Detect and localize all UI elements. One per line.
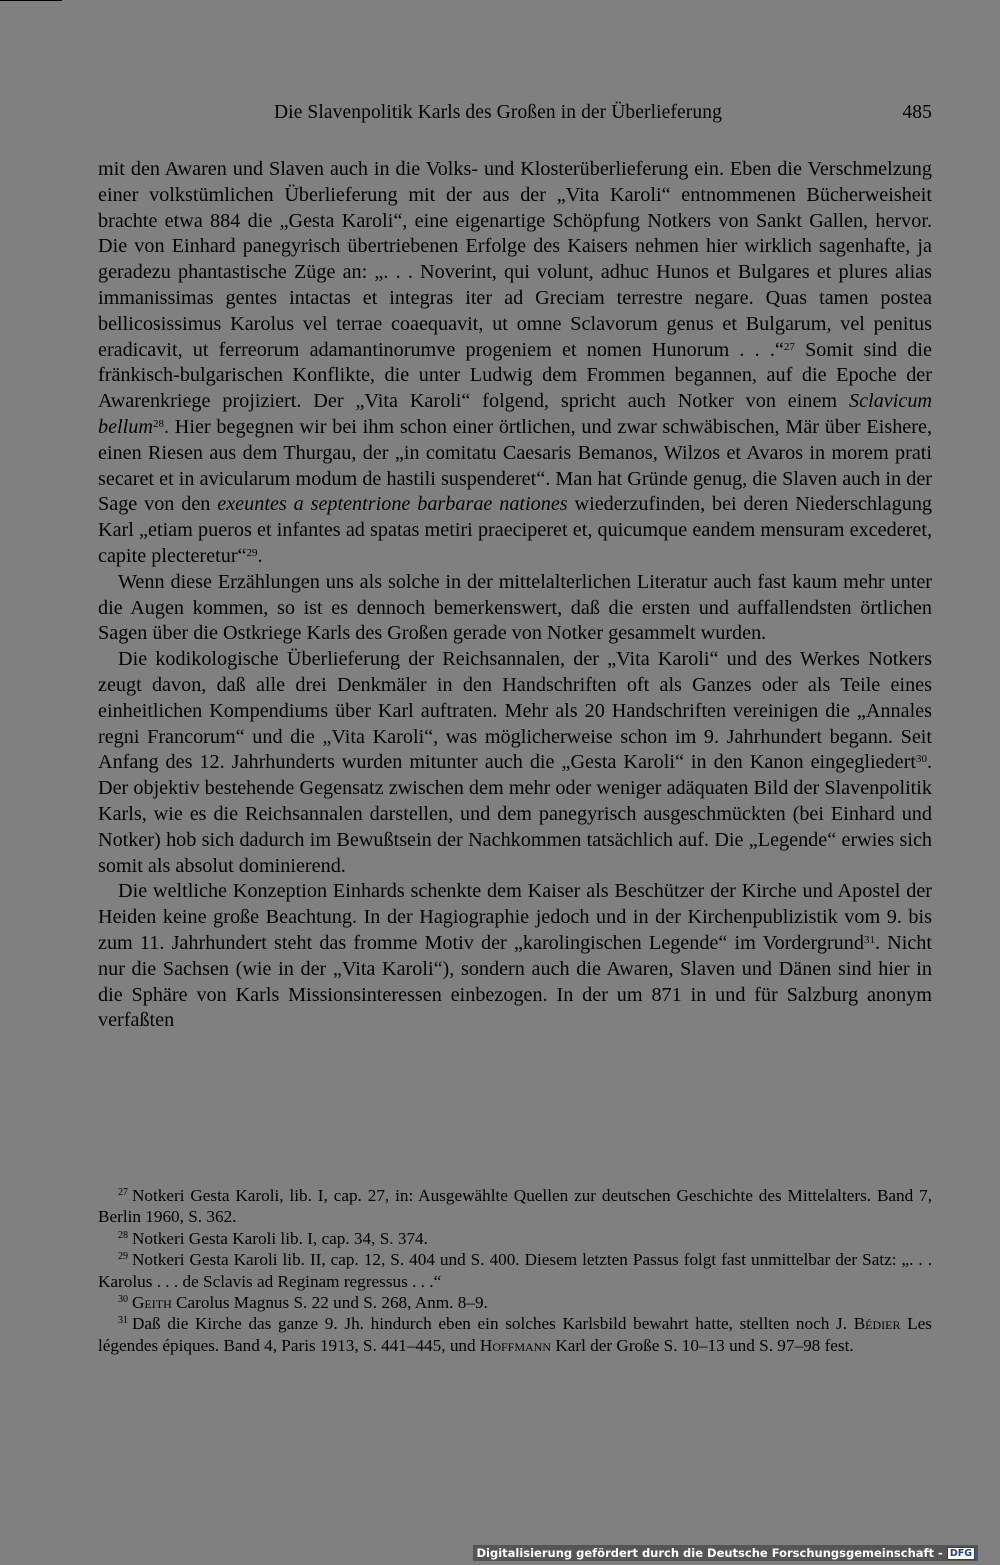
footnote-number: 31 <box>118 1315 128 1327</box>
author-name: Bédier <box>853 1314 901 1334</box>
footnote-text: Notkeri Gesta Karoli lib. II, cap. 12, S. 404 und S. 400. Diesem letzten Passus folgt fast unmittelbar der Satz: „. . . Karolus . . . de Sclavis ad Reginam regressus . . .“ <box>98 1250 932 1291</box>
author-name: Hoffmann <box>479 1335 552 1355</box>
running-head <box>98 102 932 130</box>
text-run: . Der objektiv bestehende Gegensatz zwischen dem mehr oder weniger adäquaten Bild der Slavenpolitik Karls, wie es die Reichsannalen darstellen, und dem panegyrisch ausgeschmückten (bei Einhard und Notker) hob sich dadurch im Bewußtsein der Nachkommen tatsächlich auf. Die „Legende“ erwies sich somit als absolut dominierend. <box>98 751 932 877</box>
running-title: Die Slavenpolitik Karls des Großen in der Überlieferung <box>274 102 722 123</box>
paragraph-3 <box>98 647 932 879</box>
text-run: mit den Awaren und Slaven auch in die Volks- und Klosterüberlieferung ein. Eben die Verschmelzung einer volkstümlichen Überlieferung mit der aus der „Vita Karoli“ entnommenen Bücherweisheit brachte etwa 884 die „Gesta Karoli“, eine eigenartige Schöpfung Notkers von Sankt Gallen, hervor. Die von Einhard panegyrisch übertriebenen Erfolge des Kaisers nehmen hier wirklich sagenhafte, ja geradezu phantastische Züge an: „. . . Noverint, qui volunt, adhuc Hunos et Bulgares et plures alias immanissimas gentes intactas et integras iter ad Greciam terrestre negare. Quas tamen postea bellicosissimus Karolus vel terrae coaequavit, ut omne Sclavorum genus et Bulgarum, vel penitus eradicavit, ut ferreorum adamantinorumve progeniem et nomen Hunorum . . .“ <box>98 158 932 361</box>
footnote-number: 30 <box>118 1294 128 1306</box>
digitization-footer <box>473 1545 978 1561</box>
text-run: Somit sind die fränkisch-bulgarischen Konflikte, die unter Ludwig dem Frommen begannen, auf die Epoche der Awarenkriege projiziert. Der „Vita Karoli“ folgend, spricht auch Notker von einem <box>98 338 932 413</box>
footnote-ref-29: 29 <box>246 546 258 559</box>
italic-term: Sclavicum bellum <box>98 390 932 438</box>
footnote-text: Notkeri Gesta Karoli lib. I, cap. 34, S. 374. <box>132 1228 428 1248</box>
text-run: . <box>257 544 263 567</box>
dfg-logo-icon: DFG <box>947 1547 975 1560</box>
footnote-31 <box>98 1313 932 1356</box>
paragraph-4 <box>98 879 932 1034</box>
main-text <box>98 157 932 1034</box>
footnote-text: Daß die Kirche das ganze 9. Jh. hindurch eben ein solches Karlsbild bewahrt hatte, stellten noch J. <box>132 1314 854 1334</box>
footnote-text: Karl der Große S. 10–13 und S. 97–98 fest. <box>551 1335 854 1355</box>
paragraph-1 <box>98 157 932 570</box>
text-run: . Nicht nur die Sachsen (wie in der „Vita Karoli“), sondern auch die Awaren, Slaven und Dänen sind hier in die Sphäre von Karls Missionsinteressen einbezogen. In der um 871 in und für Salzburg anonym verfaßten <box>98 931 932 1032</box>
footnote-number: 27 <box>118 1187 128 1198</box>
author-name: Geith <box>132 1293 172 1313</box>
footnote-28 <box>98 1228 932 1249</box>
footnote-ref-31: 31 <box>863 933 875 946</box>
text-run: . Hier begegnen wir bei ihm schon einer örtlichen, und zwar schwäbischen, Mär über Eishere, einen Riesen aus dem Thurgau, der „in comitatu Caesaris Bemanos, Wilzos et Avaros in morem prati secaret et in avicularum modum de hastili suspenderet“. Man hat Gründe genug, die Slaven auch in der Sage von den <box>98 415 932 516</box>
footnote-text: Les légendes épiques. Band 4, Paris 1913, S. 441–445, und <box>98 1314 932 1355</box>
footnote-29 <box>98 1249 932 1292</box>
footnote-text: Carolus Magnus S. 22 und S. 268, Anm. 8–9. <box>171 1293 488 1313</box>
scan-corner-mark <box>0 0 62 4</box>
footnote-30 <box>98 1292 932 1313</box>
footnote-ref-28: 28 <box>152 417 164 430</box>
paragraph-2: Wenn diese Erzählungen uns als solche in der mittelalterlichen Literatur auch fast kaum mehr unter die Augen kommen, so ist es dennoch bemerkenswert, daß die ersten und auffallendsten örtlichen Sagen über die Ostkriege Karls des Großen gerade von Notker gesammelt wurden. <box>98 570 932 645</box>
footnote-ref-27: 27 <box>783 340 795 353</box>
footnote-ref-30: 30 <box>915 753 927 766</box>
text-run: Die kodikologische Überlieferung der Reichsannalen, der „Vita Karoli“ und des Werkes Notkers zeugt davon, daß alle drei Denkmäler in den Handschriften oft als Ganzes oder als Teile eines einheitlichen Kompendiums über Karl auftraten. Mehr als 20 Handschriften vereinigen die „Annales regni Francorum“ und die „Vita Karoli“, was möglicherweise schon im 9. Jahrhundert begann. Seit Anfang des 12. Jahrhunderts wurden mitunter auch die „Gesta Karoli“ in den Kanon eingegliedert <box>98 648 932 774</box>
footnote-27 <box>98 1185 932 1228</box>
page-number: 485 <box>902 102 932 123</box>
footnote-number: 28 <box>118 1229 128 1241</box>
footnote-number: 29 <box>118 1251 128 1263</box>
footnotes <box>98 1185 932 1356</box>
italic-term: exeuntes a septentrione barbarae nationes <box>217 493 568 516</box>
text-run: wiederzufinden, bei deren Niederschlagung Karl „etiam pueros et infantes ad spatas metiri praeciperet et, quicumque eandem mensuram excederet, capite plecteretur“ <box>98 493 933 567</box>
footer-credit: Digitalisierung gefördert durch die Deutsche Forschungsgemeinschaft - <box>476 1546 943 1560</box>
footnote-text: Notkeri Gesta Karoli, lib. I, cap. 27, in: Ausgewählte Quellen zur deutschen Geschichte des Mittelalters. Band 7, Berlin 1960, S. 362. <box>98 1186 932 1227</box>
text-run: Die weltliche Konzeption Einhards schenkte dem Kaiser als Beschützer der Kirche und Apostel der Heiden keine große Beachtung. In der Hagiographie jedoch und in der Kirchenpublizistik vom 9. bis zum 11. Jahrhundert steht das fromme Motiv der „karolingischen Legende“ im Vordergrund <box>98 880 932 954</box>
